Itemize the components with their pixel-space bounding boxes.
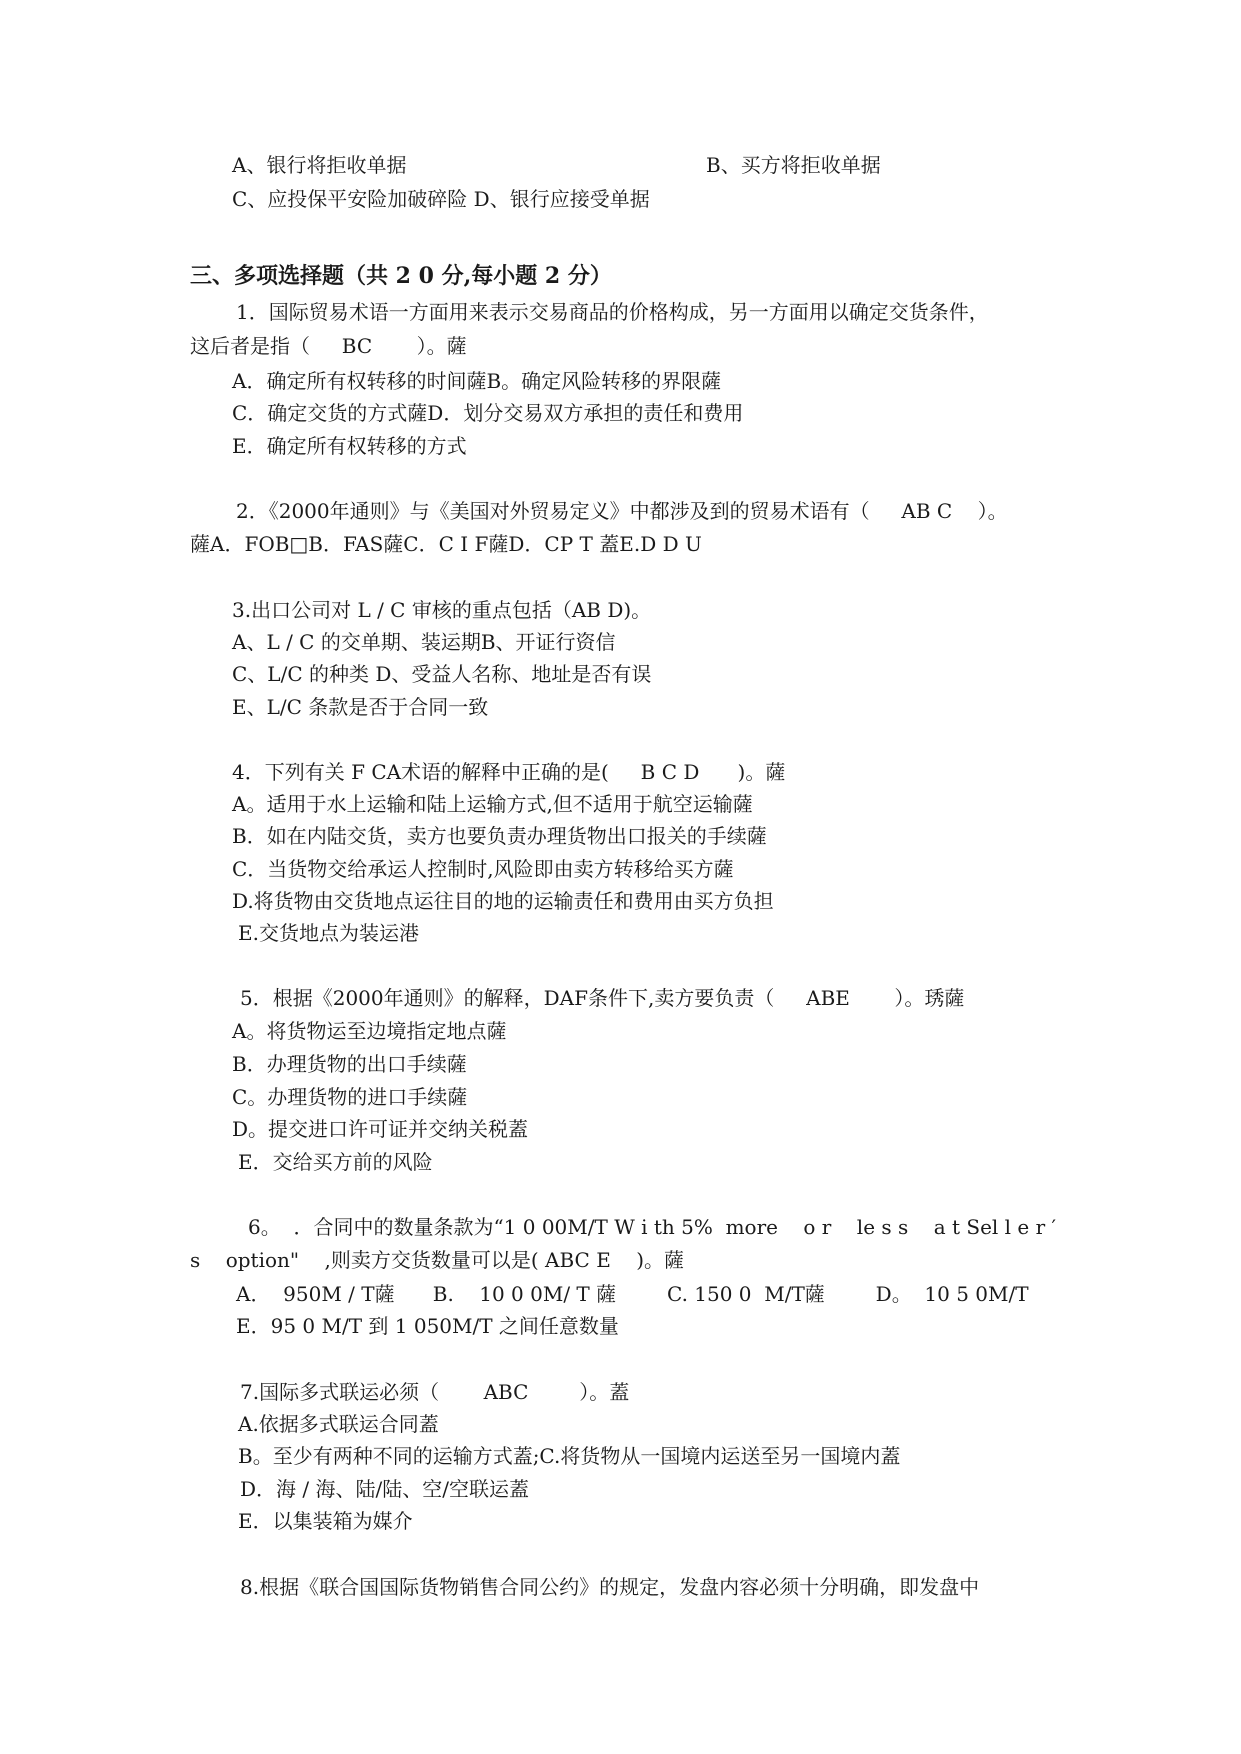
option-line: E．以集装箱为媒介	[238, 1509, 413, 1533]
option-line: B．如在内陆交货，卖方也要负责办理货物出口报关的手续薩	[232, 824, 767, 848]
question-stem: 8.根据《联合国国际货物销售合同公约》的规定，发盘内容必须十分明确，即发盘中	[240, 1575, 980, 1599]
option-line: B．办理货物的出口手续薩	[232, 1052, 467, 1076]
question-stem: 薩A．FOB□B．FAS薩C．C I F薩D．CP T 蓋E.D D U	[190, 532, 702, 556]
question-stem: 这后者是指（ BC ）。薩	[190, 334, 467, 358]
option-line: E、L/C 条款是否于合同一致	[232, 695, 489, 719]
question-stem: 5．根据《2000年通则》的解释，DAF条件下,卖方要负责（ ABE ）。琇薩	[240, 986, 965, 1010]
option-line: D．海 / 海、陆/陆、空/空联运蓋	[240, 1477, 529, 1501]
option-line: B、买方将拒收单据	[706, 153, 881, 177]
option-line: A、L / C 的交单期、装运期B、开证行资信	[232, 630, 616, 654]
option-line: C、L/C 的种类 D、受益人名称、地址是否有误	[232, 662, 652, 686]
question-stem: 4．下列有关 F CA术语的解释中正确的是( B C D )。薩	[232, 760, 786, 784]
question-stem: s option" ,则卖方交货数量可以是( ABC E )。薩	[190, 1248, 685, 1272]
option-line: C．当货物交给承运人控制时,风险即由卖方转移给买方薩	[232, 857, 734, 881]
option-line: C。办理货物的进口手续薩	[232, 1085, 468, 1109]
option-line: A． 950M / T薩 B. 10 0 0M/ T 薩 C. 150 0 M/T薩 D。 10 5 0M/T	[236, 1282, 1029, 1306]
option-line: E．95 0 M/T 到 1 050M/T 之间任意数量	[236, 1314, 619, 1338]
option-line: D。提交进口许可证并交纳关税蓋	[232, 1117, 529, 1141]
option-line: B。至少有两种不同的运输方式蓋;C.将货物从一国境内运送至另一国境内蓋	[238, 1444, 901, 1468]
option-line: A．确定所有权转移的时间薩B。确定风险转移的界限薩	[232, 369, 722, 393]
option-line: E．交给买方前的风险	[238, 1150, 433, 1174]
question-stem: 2．《2000年通则》与《美国对外贸易定义》中都涉及到的贸易术语有（ AB C ）。	[236, 499, 1008, 523]
question-stem: 3.出口公司对 L / C 审核的重点包括（AB D)。	[232, 598, 652, 622]
option-line: A.依据多式联运合同蓋	[238, 1412, 439, 1436]
option-line: D.将货物由交货地点运往目的地的运输责任和费用由买方负担	[232, 889, 774, 913]
question-stem: 1．国际贸易术语一方面用来表示交易商品的价格构成，另一方面用以确定交货条件，	[236, 300, 989, 324]
question-stem: 6。 ．合同中的数量条款为“1 0 00M/T W i th 5% more o r le s s a t Sel l e r ′	[248, 1215, 1057, 1239]
option-line: E.交货地点为装运港	[238, 921, 419, 945]
section-title: 三、多项选择题（共 2 0 分,每小题 2 分）	[190, 263, 612, 289]
option-line: E．确定所有权转移的方式	[232, 434, 467, 458]
option-line: A、银行将拒收单据	[232, 153, 407, 177]
option-line: A。适用于水上运输和陆上运输方式,但不适用于航空运输薩	[232, 792, 753, 816]
option-line: C．确定交货的方式薩D．划分交易双方承担的责任和费用	[232, 401, 744, 425]
question-stem: 7.国际多式联运必须（ ABC ）。蓋	[240, 1380, 630, 1404]
option-line: A。将货物运至边境指定地点薩	[232, 1019, 507, 1043]
option-line: C、应投保平安险加破碎险 D、银行应接受单据	[232, 187, 650, 211]
